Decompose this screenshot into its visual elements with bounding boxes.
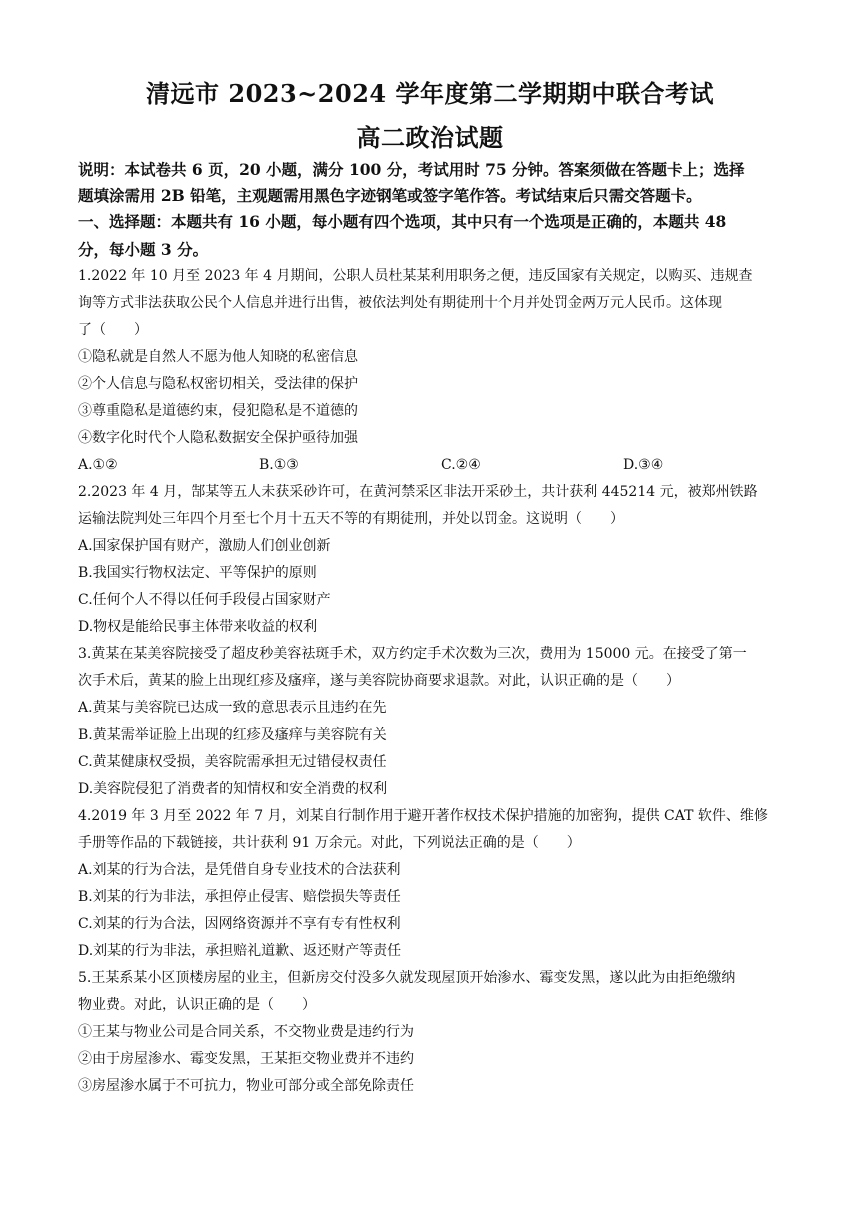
q5-stem-line-1: 5.王某系某小区顶楼房屋的业主，但新房交付没多久就发现屋顶开始渗水、霉变发黑，遂以此为由拒绝缴纳 (78, 970, 736, 986)
q2-stem-line-2: 运输法院判处三年四个月至七个月十五天不等的有期徒刑，并处以罚金。这说明（ ） (78, 511, 624, 527)
q1-stem-line-3: 了（ ） (78, 322, 148, 338)
section-heading-line-2: 分，每小题 3 分。 (78, 240, 209, 259)
q3-stem-line-2: 次手术后，黄某的脸上出现红疹及瘙痒，遂与美容院协商要求退款。对此，认识正确的是（ ） (78, 673, 680, 689)
instructions-line-2: 题填涂需用 2B 铅笔，主观题需用黑色字迹钢笔或签字笔作答。考试结束后只需交答题卡。 (78, 186, 702, 205)
q1-statement-2: ②个人信息与隐私权密切相关，受法律的保护 (78, 376, 358, 392)
q5-statement-3: ③房屋渗水属于不可抗力，物业可部分或全部免除责任 (78, 1078, 414, 1094)
q3-option-c: C.黄某健康权受损，美容院需承担无过错侵权责任 (78, 754, 387, 770)
q4-option-a: A.刘某的行为合法，是凭借自身专业技术的合法获利 (78, 862, 401, 878)
instructions-line-1: 说明：本试卷共 6 页，20 小题，满分 100 分，考试用时 75 分钟。答案须做在答题卡上；选择 (78, 160, 745, 179)
q3-option-a: A.黄某与美容院已达成一致的意思表示且违约在先 (78, 700, 387, 716)
q1-option-d: D.③④ (623, 457, 664, 473)
q2-stem-line-1: 2.2023 年 4 月，郜某等五人未获采砂许可，在黄河禁采区非法开采砂土，共计获利 445214 元，被郑州铁路 (78, 484, 758, 500)
q1-statement-1: ①隐私就是自然人不愿为他人知晓的私密信息 (78, 349, 358, 365)
q1-option-b: B.①③ (259, 457, 299, 473)
exam-subtitle: 高二政治试题 (356, 123, 504, 152)
q3-option-b: B.黄某需举证脸上出现的红疹及瘙痒与美容院有关 (78, 727, 387, 743)
q5-statement-1: ①王某与物业公司是合同关系，不交物业费是违约行为 (78, 1024, 414, 1040)
q5-stem-line-2: 物业费。对此，认识正确的是（ ） (78, 997, 316, 1013)
q1-statement-4: ④数字化时代个人隐私数据安全保护亟待加强 (78, 430, 358, 446)
q3-stem-line-1: 3.黄某在某美容院接受了超皮秒美容祛斑手术，双方约定手术次数为三次，费用为 15000 元。在接受了第一 (78, 646, 747, 662)
q4-stem-line-2: 手册等作品的下载链接，共计获利 91 万余元。对此，下列说法正确的是（ ） (78, 835, 581, 851)
q4-stem-line-1: 4.2019 年 3 月至 2022 年 7 月，刘某自行制作用于避开著作权技术保护措施的加密狗，提供 CAT 软件、维修 (78, 808, 768, 824)
q2-option-c: C.任何个人不得以任何手段侵占国家财产 (78, 592, 331, 608)
q1-stem-line-2: 询等方式非法获取公民个人信息并进行出售，被依法判处有期徒刑十个月并处罚金两万元人民币。这体现 (78, 295, 722, 311)
q5-statement-2: ②由于房屋渗水、霉变发黑，王某拒交物业费并不违约 (78, 1051, 414, 1067)
q2-option-b: B.我国实行物权法定、平等保护的原则 (78, 565, 317, 581)
q1-options (78, 455, 784, 475)
q2-option-d: D.物权是能给民事主体带来收益的权利 (78, 619, 318, 635)
q4-option-c: C.刘某的行为合法，因网络资源并不享有专有性权利 (78, 916, 401, 932)
q2-option-a: A.国家保护国有财产，激励人们创业创新 (78, 538, 331, 554)
q1-stem-line-1: 1.2022 年 10 月至 2023 年 4 月期间，公职人员杜某某利用职务之便，违反国家有关规定，以购买、违规查 (78, 268, 753, 284)
q1-option-c: C.②④ (441, 457, 481, 473)
section-heading-line-1: 一、选择题：本题共有 16 小题，每小题有四个选项，其中只有一个选项是正确的，本题共 48 (78, 212, 727, 231)
q1-statement-3: ③尊重隐私是道德约束，侵犯隐私是不道德的 (78, 403, 358, 419)
q3-option-d: D.美容院侵犯了消费者的知情权和安全消费的权利 (78, 781, 388, 797)
q4-option-d: D.刘某的行为非法，承担赔礼道歉、返还财产等责任 (78, 943, 402, 959)
q1-option-a: A.①② (78, 457, 118, 473)
exam-title: 清远市 2023~2024 学年度第二学期期中联合考试 (146, 79, 714, 108)
q4-option-b: B.刘某的行为非法，承担停止侵害、赔偿损失等责任 (78, 889, 401, 905)
